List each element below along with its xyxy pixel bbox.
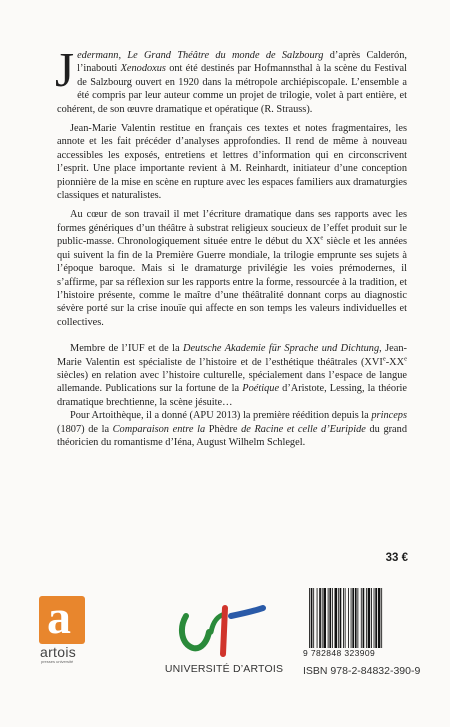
paragraph-5: Pour Artoithèque, il a donné (APU 2013) la première réédition depuis la princeps (1807) de la Comparaison entre la Phèdre de Racine et celle d’Euripide du grand théoricien du romantisme d’Iéna, August Wilhelm Schlegel. xyxy=(57,410,407,448)
university-name: UNIVERSITÉ D’ARTOIS xyxy=(164,663,284,675)
back-cover-text xyxy=(55,42,407,449)
isbn-text: ISBN 978-2-84832-390-9 xyxy=(303,665,421,677)
paragraph-4: Membre de l’IUF et de la Deutsche Akademie für Sprache und Dichtung, Jean-Marie Valentin est spécialiste de l’histoire et de l’esthétique théâtrales (XVIe-XXe siècles) en relation avec l’histoire culturelle, spécialement dans l’espace de langue allemande. Publications sur la fortune de la Poétique d’Aristote, Lessing, la théorie dramatique brechtienne, la scène jésuite… xyxy=(57,343,407,408)
price-label: 33 € xyxy=(385,552,408,564)
drop-cap: J xyxy=(55,42,75,97)
paragraph-3: Au cœur de son travail il met l’écriture dramatique dans ses rapports avec les formes génériques d’un théâtre à substrat religieux soucieux de l’effet produit sur le public-masse. Chronologiquement située entre le début du XXe siècle et les années qui suivent la fin de la Première Guerre mondiale, la trilogie emprunte ses sujets à l’époque baroque. Mais si le dramaturge privilégie les voies prémodernes, il s’affirme, par sa réflexion sur les rapports entre la forme, ressourcée à la tradition, et l’histoire présente, comme le maître d’une théâtralité donnant corps au diagnostic sévère porté sur la crise inouïe qui affecte en son temps les valeurs individuelles et collectives. xyxy=(57,209,407,328)
university-emblem-icon xyxy=(159,602,289,662)
paragraph-1: Jedermann, Le Grand Théâtre du monde de Salzbourg d’après Calderón, l’inabouti Xenodoxus ont été destinés par Hofmannsthal à la scène du Festival de Salzbourg ouvert en 1920 dans la métropole archiépiscopale. L’ensemble a été compris par leur auteur comme un projet de trilogie, volet à part entière, et cohérent, de son œuvre dramatique et opératique (R. Strauss). xyxy=(55,42,407,115)
university-logo xyxy=(159,602,289,676)
barcode-number: 9 782848 323909 xyxy=(303,648,376,658)
artois-press-logo: a artois presses université xyxy=(39,596,85,664)
paragraph-2: Jean-Marie Valentin restitue en français ces textes et notes fragmentaires, les annote et les fait précéder d’analyses approfondies. Il rend de même à nouveau accessibles les exposés, entretiens et lettres d’information qui en circonscrivent l’esprit. Une place importante revient à M. Reinhardt, initiateur d’une conception pionnière de la mise en scène en rupture avec les espaces familiers aux dramaturgies classiques et naturalistes. xyxy=(57,123,407,202)
isbn-barcode xyxy=(307,588,411,650)
